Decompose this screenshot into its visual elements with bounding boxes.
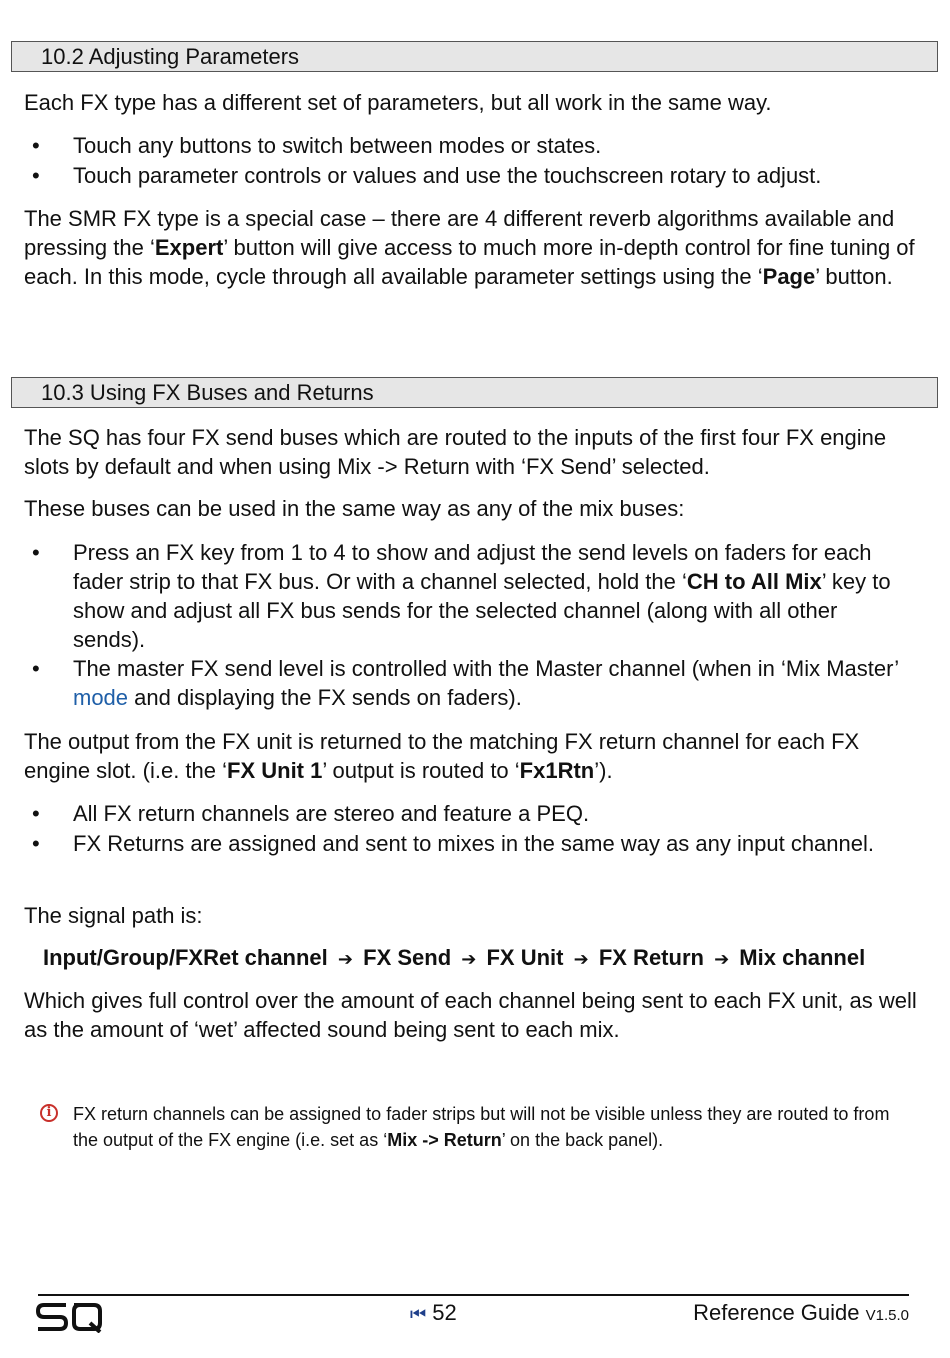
signal-step: FX Unit	[486, 945, 564, 970]
version-label: V1.5.0	[865, 1307, 909, 1324]
signal-step: FX Return	[598, 945, 704, 970]
section-title-10-2: 10.2 Adjusting Parameters	[11, 41, 938, 72]
bullet-icon: •	[32, 831, 40, 856]
sq-logo	[36, 1301, 102, 1333]
page-number: ⏮ 52	[410, 1300, 457, 1325]
skip-back-icon[interactable]: ⏮	[410, 1304, 427, 1324]
section-title-10-3: 10.3 Using FX Buses and Returns	[11, 377, 938, 408]
signal-step: Input/Group/FXRet channel	[43, 945, 328, 970]
paragraph-signal-intro: The signal path is:	[24, 903, 203, 928]
signal-step: FX Send	[363, 945, 452, 970]
arrow-right-icon: ➔	[337, 949, 353, 969]
paragraph-buses-usage: These buses can be used in the same way as any of the mix buses:	[24, 496, 685, 521]
list-item-text: FX Returns are assigned and sent to mixes in the same way as any input channel.	[73, 831, 874, 856]
arrow-right-icon: ➔	[461, 949, 477, 969]
bullet-icon: •	[32, 656, 40, 681]
paragraph-fx-types: Each FX type has a different set of parameters, but all work in the same way.	[24, 90, 772, 115]
list-item-text: The master FX send level is controlled with the Master channel (when in ‘Mix Master’ mode and displaying the FX sends on faders).	[73, 656, 899, 710]
signal-step: Mix channel	[739, 945, 866, 970]
list-item-text: Press an FX key from 1 to 4 to show and adjust the send levels on faders for each fader strip to that FX bus. Or with a channel selected, hold the ‘CH to All Mix’ key to show and adjust all FX bus sends for the selected channel (along with all other sends).	[73, 540, 891, 652]
paragraph-output: The output from the FX unit is returned to the matching FX return channel for each FX engine slot. (i.e. the ‘FX Unit 1’ output is routed to ‘Fx1Rtn’).	[24, 729, 860, 783]
footer-guide-title: Reference Guide V1.5.0	[693, 1300, 909, 1325]
bullet-icon: •	[32, 801, 40, 826]
footer-divider	[38, 1294, 909, 1296]
ch-to-all-mix-label: CH to All Mix	[686, 569, 822, 594]
list-item-text: All FX return channels are stereo and feature a PEQ.	[73, 801, 590, 826]
signal-path	[43, 943, 923, 974]
arrow-right-icon: ➔	[573, 949, 589, 969]
bullet-icon: •	[32, 163, 40, 188]
info-note-text: FX return channels can be assigned to fader strips but will not be visible unless they are routed to from the output of the FX engine (i.e. set as ‘Mix -> Return’ on the back panel).	[73, 1104, 890, 1150]
mode-link[interactable]: mode	[73, 685, 129, 710]
arrow-right-icon: ➔	[714, 949, 730, 969]
list-item-text: Touch parameter controls or values and use the touchscreen rotary to adjust.	[73, 163, 822, 188]
paragraph-smr: The SMR FX type is a special case – there are 4 different reverb algorithms available and pressing the ‘Expert’ button will give access to much more in-depth control for fine tuning of each. In this mode, cycle through all available parameter settings using the ‘Page’ button.	[24, 206, 915, 289]
bullet-icon: •	[32, 540, 40, 565]
page-label: Page	[762, 264, 816, 289]
expert-label: Expert	[154, 235, 224, 260]
paragraph-fx-buses: The SQ has four FX send buses which are routed to the inputs of the first four FX engine slots by default and when using Mix -> Return with ‘FX Send’ selected.	[24, 425, 887, 479]
bullet-icon: •	[32, 133, 40, 158]
paragraph-control: Which gives full control over the amount of each channel being sent to each FX unit, as well as the amount of ‘wet’ affected sound being sent to each mix.	[24, 988, 917, 1042]
list-item-text: Touch any buttons to switch between modes or states.	[73, 133, 602, 158]
info-icon: i	[40, 1104, 58, 1122]
